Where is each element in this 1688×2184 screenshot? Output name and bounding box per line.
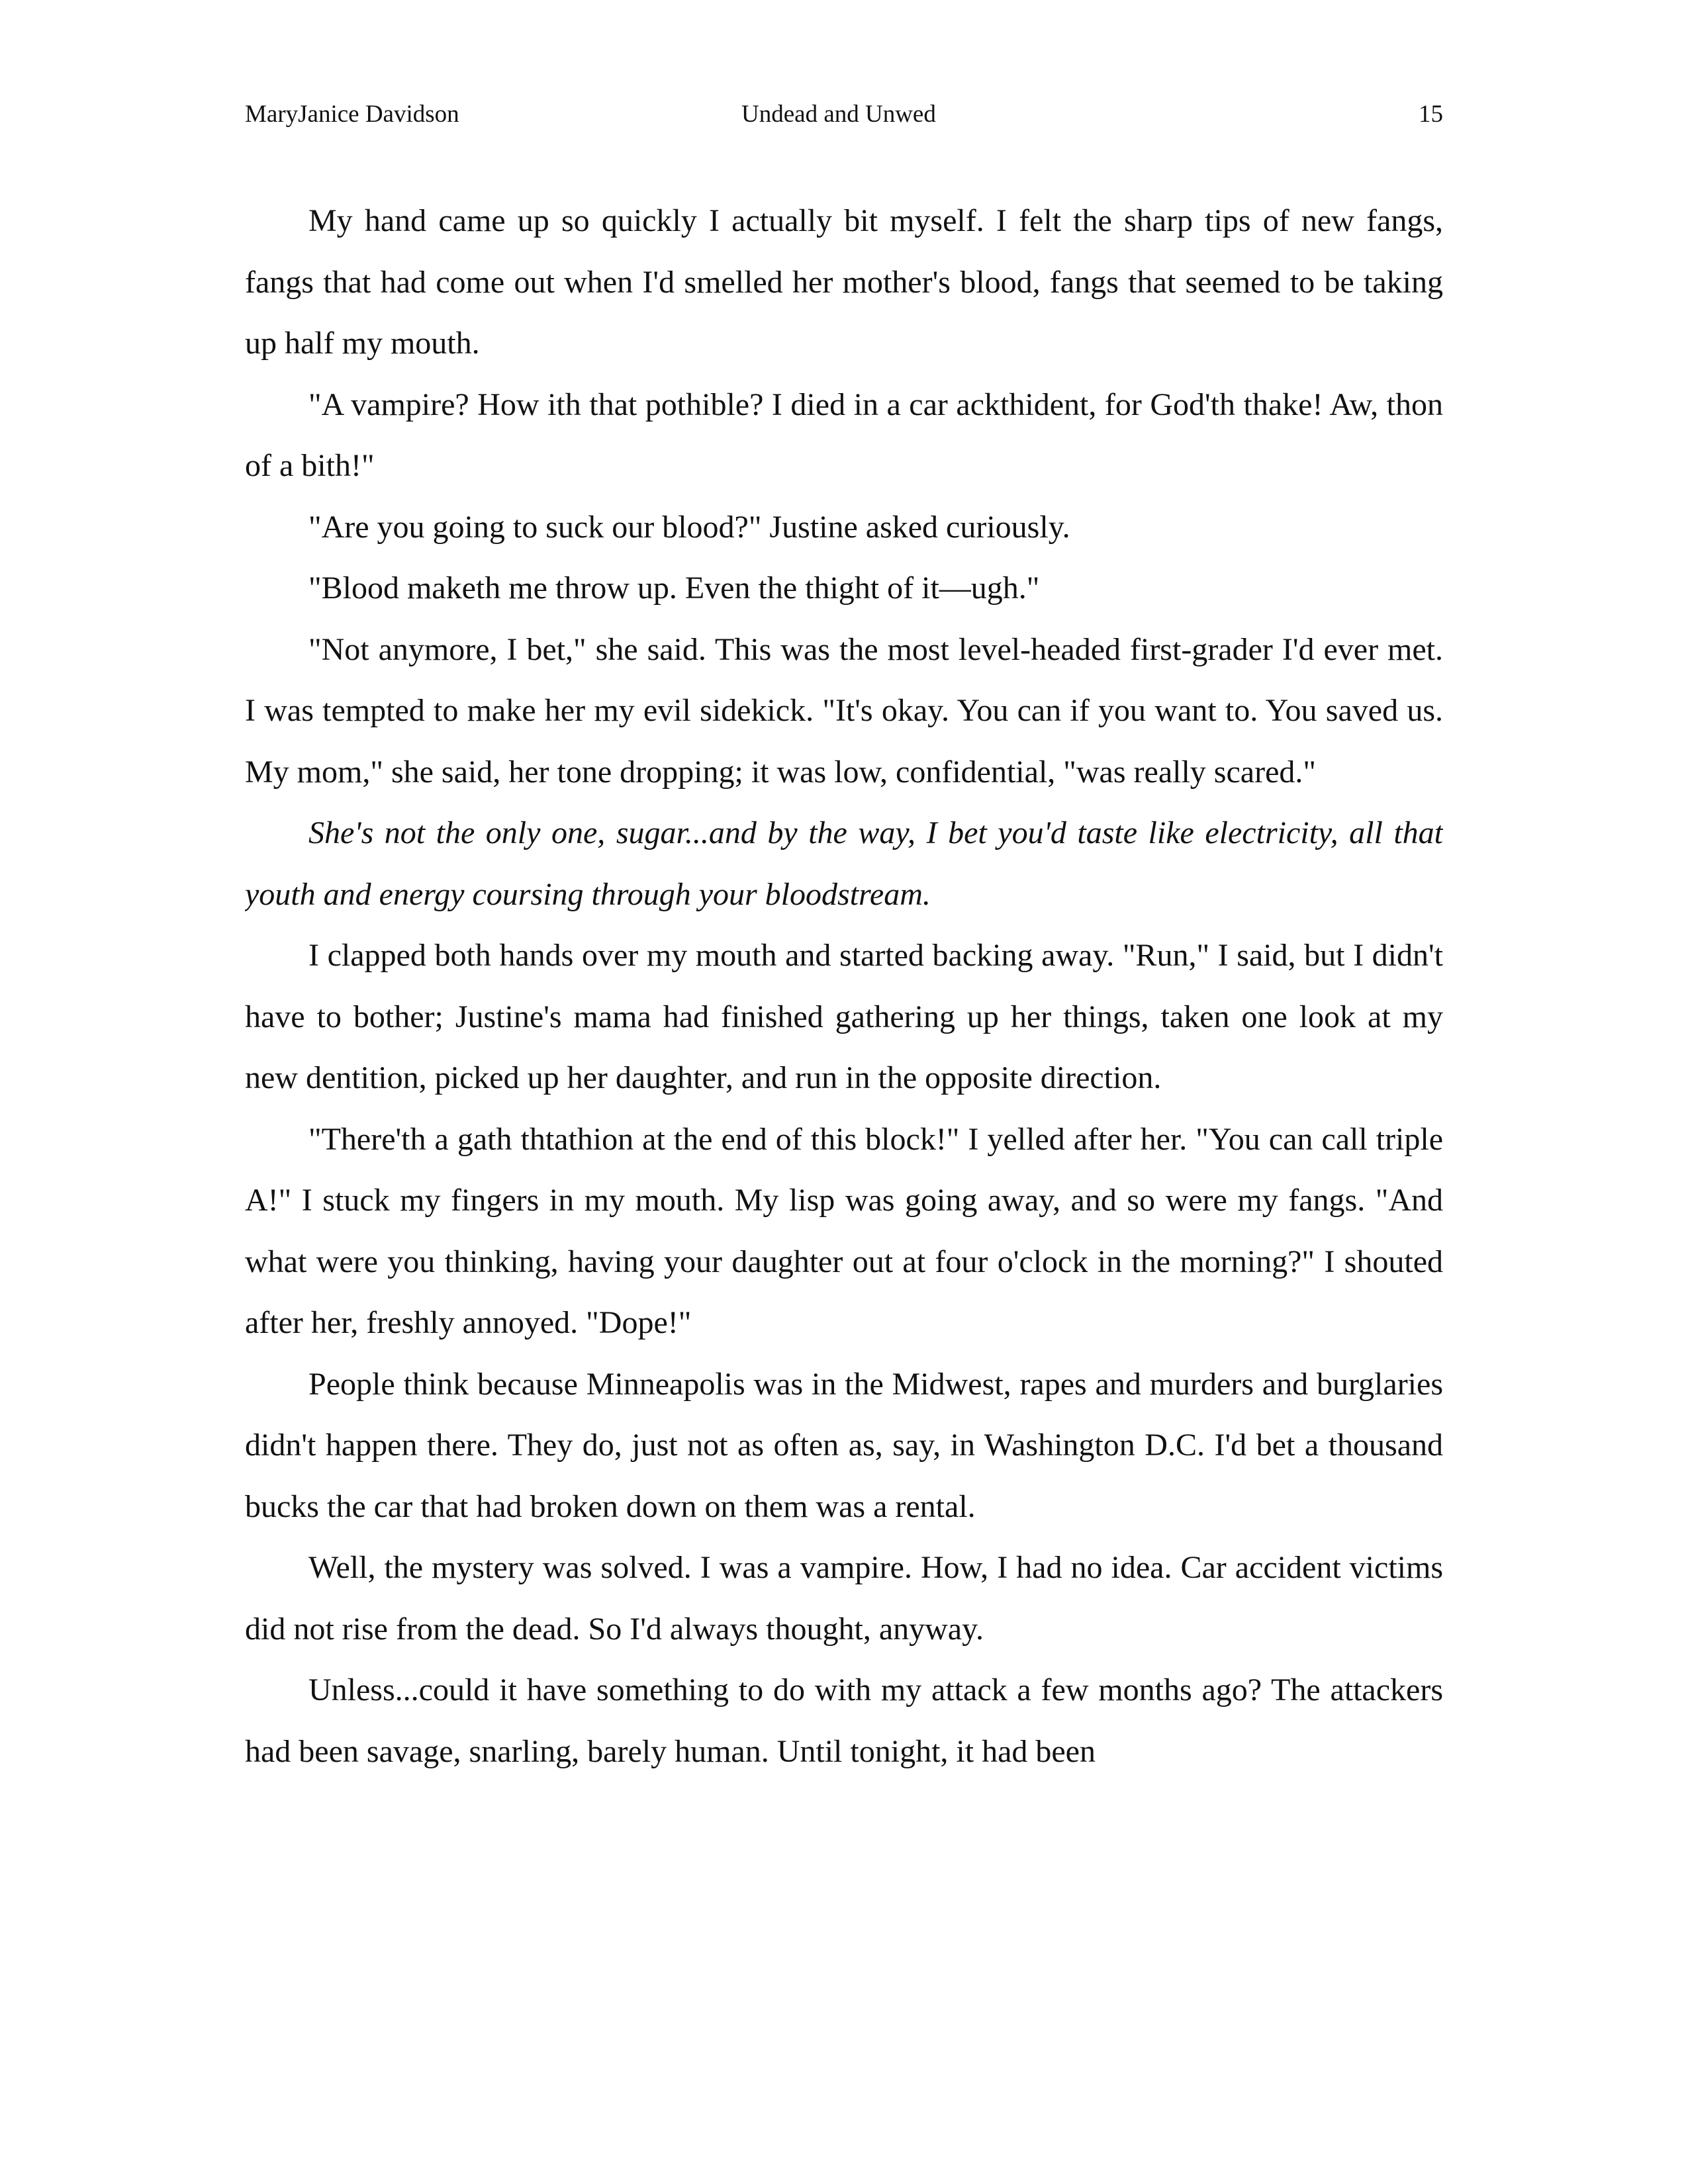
paragraph: "Are you going to suck our blood?" Justine asked curiously. xyxy=(308,509,1070,545)
paragraph: "Blood maketh me throw up. Even the thight of it—ugh." xyxy=(308,570,1040,606)
italic-thought-paragraph: She's not the only one, sugar...and by the way, I bet you'd taste like electricity, all that youth and energy coursing through your bloodstream. xyxy=(245,815,1443,912)
header-page-number: 15 xyxy=(1419,101,1443,128)
paragraph: "A vampire? How ith that pothible? I died in a car ackthident, for God'th thake! Aw, thon of a bith!" xyxy=(245,387,1443,483)
page-header xyxy=(0,98,1688,131)
header-book-title: Undead and Unwed xyxy=(741,101,936,128)
paragraph: "There'th a gath thtathion at the end of this block!" I yelled after her. "You can call triple A!" I stuck my fingers in my mouth. My lisp was going away, and so were my fangs. "And what were you thinking, having your daughter out at four o'clock in the morning?" I shouted after her, freshly annoyed. "Dope!" xyxy=(245,1121,1443,1340)
paragraph: Unless...could it have something to do with my attack a few months ago? The attackers had been savage, snarling, barely human. Until tonight, it had been xyxy=(245,1672,1443,1769)
header-author: MaryJanice Davidson xyxy=(245,101,459,128)
paragraph: People think because Minneapolis was in the Midwest, rapes and murders and burglaries didn't happen there. They do, just not as often as, say, in Washington D.C. I'd bet a thousand bucks the car that had broken down on them was a rental. xyxy=(245,1366,1443,1524)
body-text xyxy=(245,191,1443,1964)
paragraph: "Not anymore, I bet," she said. This was the most level-headed first-grader I'd ever met. I was tempted to make her my evil sidekick. "It's okay. You can if you want to. You saved us. My mom," she said, her tone dropping; it was low, confidential, "was really scared." xyxy=(245,631,1443,790)
paragraph: My hand came up so quickly I actually bit myself. I felt the sharp tips of new fangs, fangs that had come out when I'd smelled her mother's blood, fangs that seemed to be taking up half my mouth. xyxy=(245,203,1443,361)
paragraph: Well, the mystery was solved. I was a vampire. How, I had no idea. Car accident victims did not rise from the dead. So I'd always thought, anyway. xyxy=(245,1550,1443,1647)
paragraph: I clapped both hands over my mouth and started backing away. "Run," I said, but I didn't have to bother; Justine's mama had finished gathering up her things, taken one look at my new dentition, picked up her daughter, and run in the opposite direction. xyxy=(245,938,1443,1095)
